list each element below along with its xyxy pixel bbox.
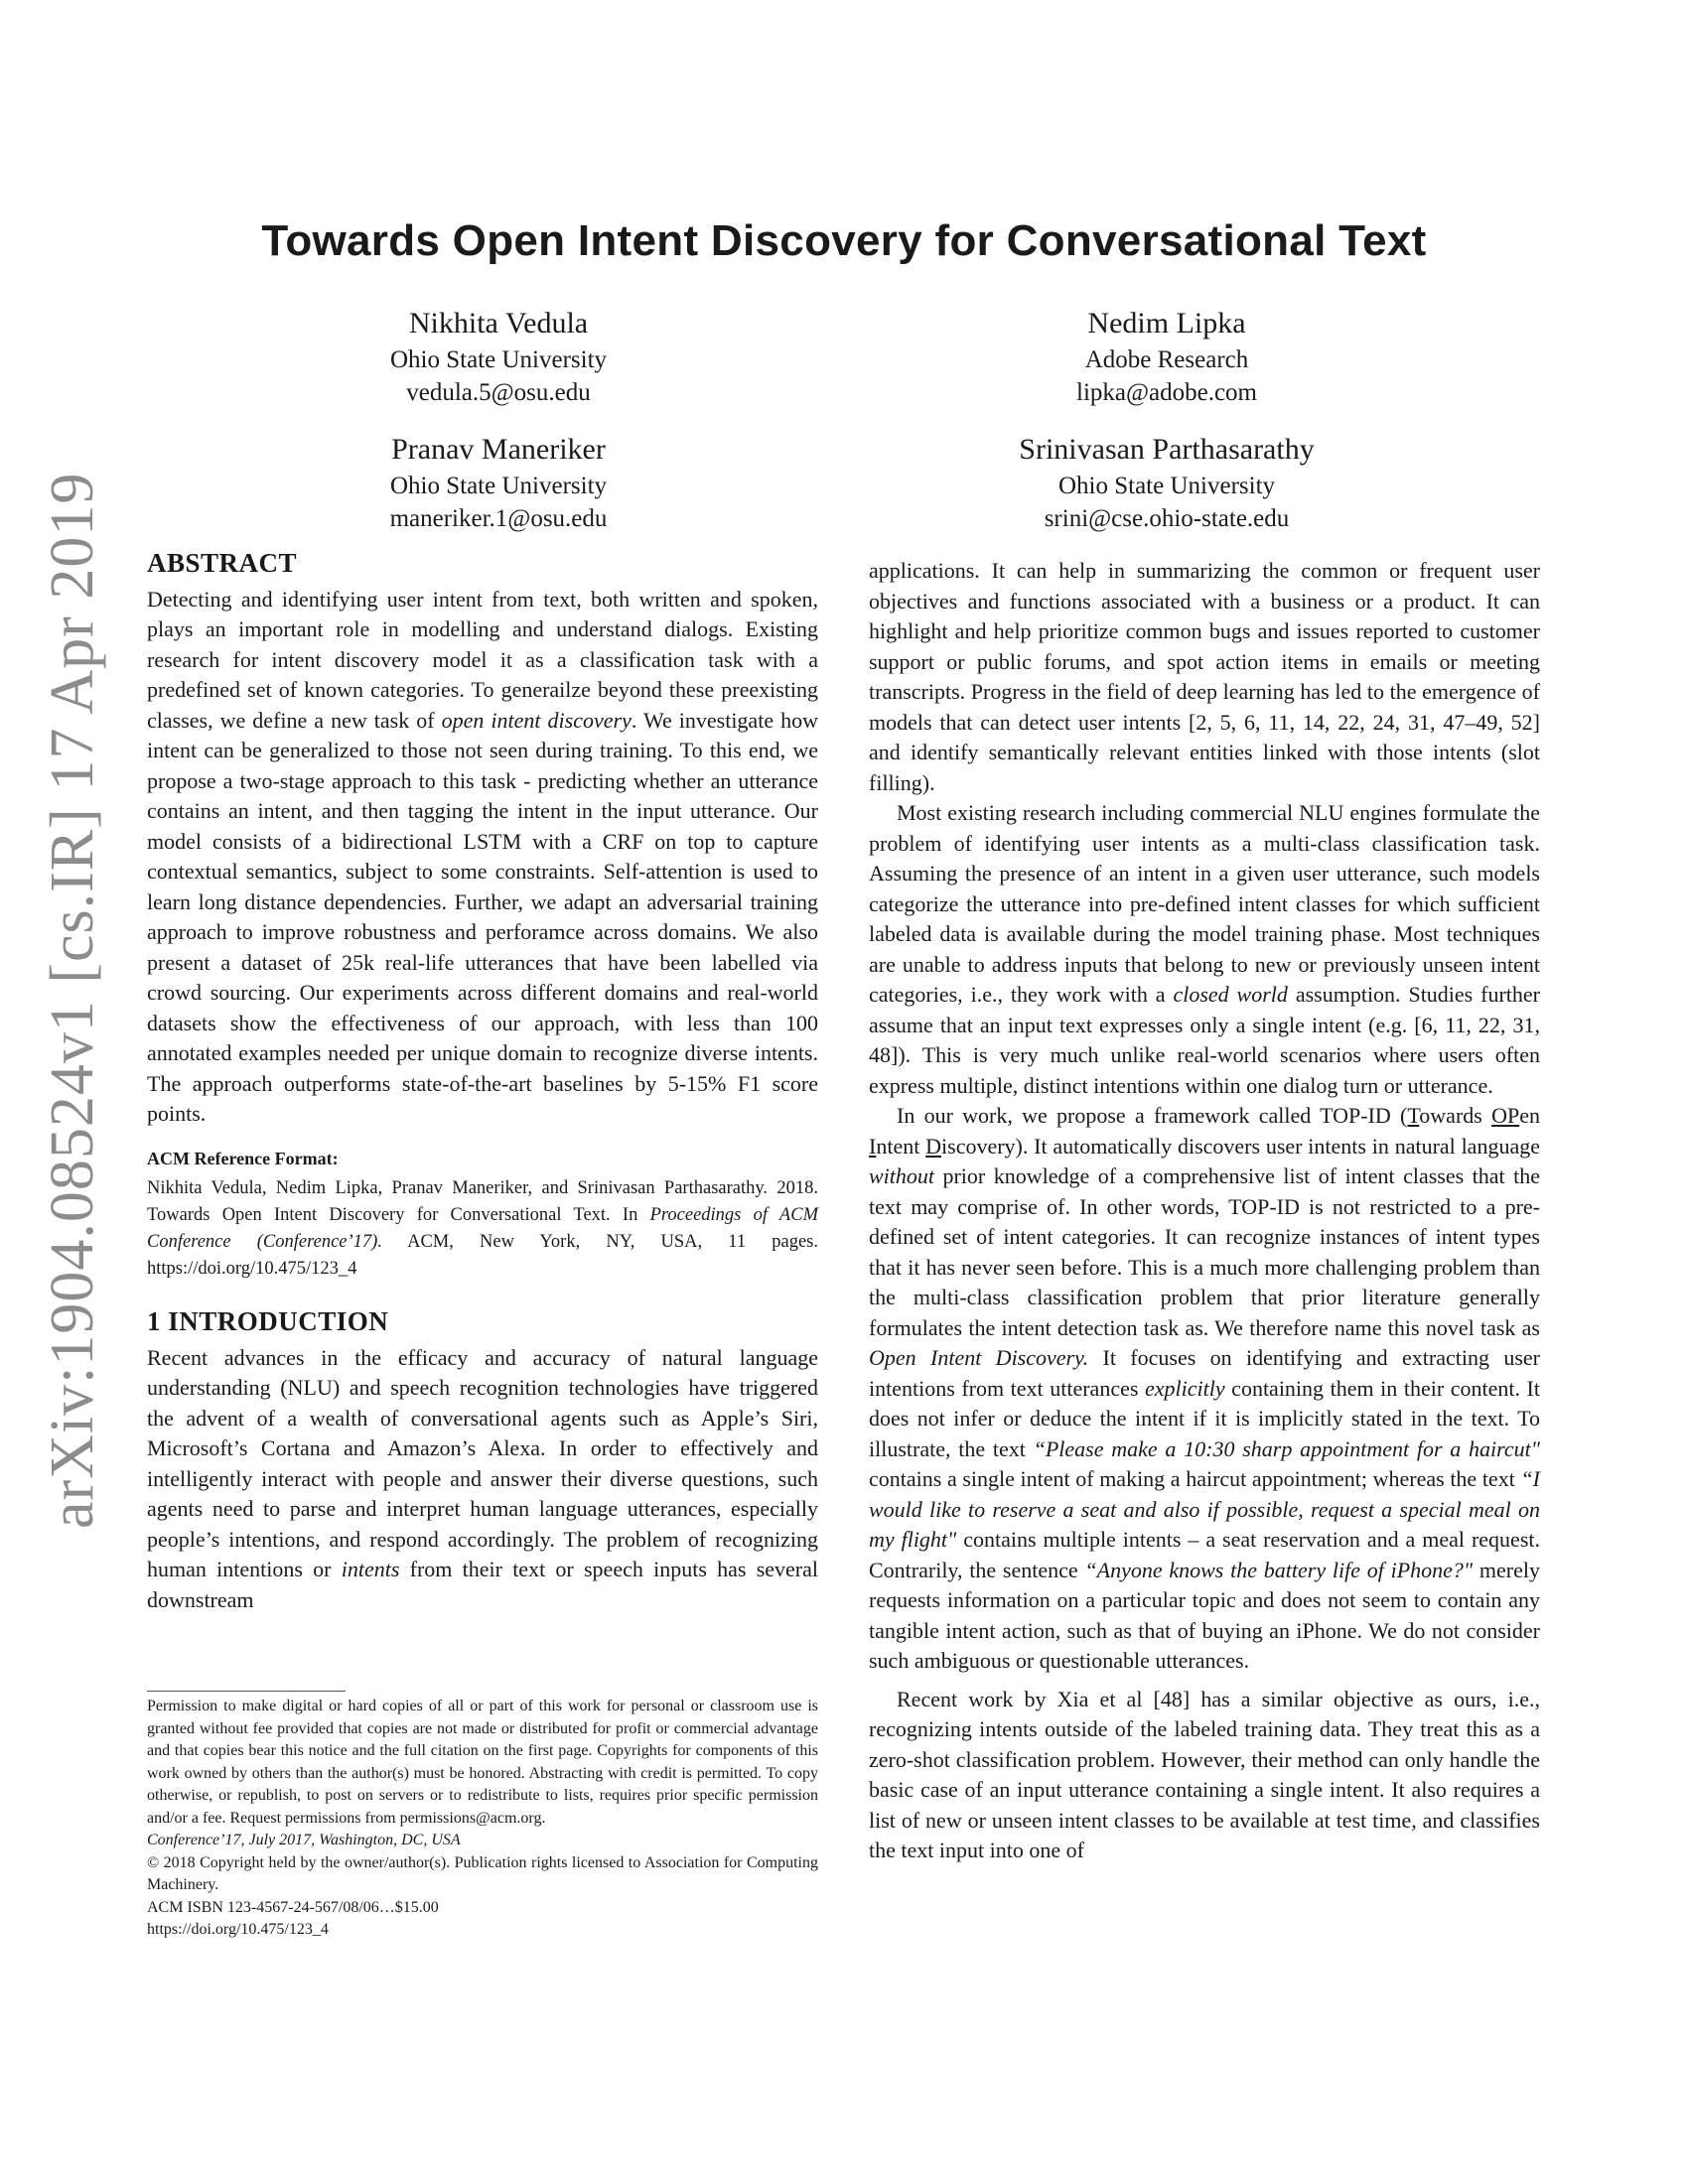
permission-footnote [147,1696,818,1942]
left-column [147,548,818,1615]
copyright-line: © 2018 Copyright held by the owner/author(s). Publication rights licensed to Association for Computing Machinery. [147,1853,818,1893]
author-name: Pranav Maneriker [391,433,606,466]
author-name: Srinivasan Parthasarathy [1019,433,1315,466]
body-paragraph: applications. It can help in summarizing the common or frequent user objectives and functions associated with a business or a product. It can highlight and help prioritize common bugs and issues reported to customer support or public forums, and spot action items in emails or meeting transcripts. Progress in the field of deep learning has led to the emergence of models that can detect user intents [2, 5, 6, 11, 14, 22, 24, 31, 47–49, 52] and identify semantically relevant entities linked with those intents (slot filling). [869,558,1540,795]
permission-text: Permission to make digital or hard copies of all or part of this work for personal or classroom use is granted without fee provided that copies are not made or distributed for profit or commercial advantage and that copies bear this notice and the full citation on the first page. Copyrights for components of this work owned by others than the author(s) must be honored. Abstracting with credit is permitted. To copy otherwise, or republish, to post on servers or to redistribute to lists, requires prior specific permission and/or a fee. Request permissions from permissions@acm.org. [147,1698,818,1827]
author-email[interactable]: vedula.5@osu.edu [406,379,591,406]
body-paragraph: In our work, we propose a framework called TOP-ID (Towards OPen Intent Discovery). It automatically discovers user intents in natural language without prior knowledge of a comprehensive list of intent classes that the text may comprise of. In other words, TOP-ID is not restricted to a pre-defined set of intent categories. It can recognize instances of intent types that it has never seen before. This is a much more challenging problem than the multi-class classification problem that prior literature generally formulates the intent detection task as. We therefore name this novel task as Open Intent Discovery. It focuses on identifying and extracting user intentions from text utterances explicitly containing them in their content. It does not infer or deduce the intent if it is implicitly stated in the text. To illustrate, the text “Please make a 10:30 sharp appointment for a haircut" contains a single intent of making a haircut appointment; whereas the text “I would like to reserve a seat and also if possible, request a special meal on my flight" contains multiple intents – a seat reservation and a meal request. Contrarily, the sentence “Anyone knows the battery life of iPhone?" merely requests information on a particular topic and does not seem to contain any tangible intent action, such as that of buying an iPhone. We do not consider such ambiguous or questionable utterances. [869,1103,1540,1673]
author-name: Nedim Lipka [1087,307,1246,340]
doi-link[interactable]: https://doi.org/10.475/123_4 [147,1921,329,1938]
isbn-line: ACM ISBN 123-4567-24-567/08/06…$15.00 [147,1898,439,1916]
author-block-1 [240,304,757,409]
author-affiliation: Ohio State University [389,473,608,499]
right-column [869,556,1540,1866]
footnote-divider [147,1691,346,1692]
author-affiliation: Ohio State University [1057,473,1276,499]
author-block-3 [240,430,757,535]
conference-line: Conference’17, July 2017, Washington, DC, USA [147,1832,461,1848]
author-email[interactable]: srini@cse.ohio-state.edu [1044,505,1290,532]
arxiv-stamp: arXiv:1904.08524v1 [cs.IR] 17 Apr 2019 [39,472,106,1529]
acm-reference-body: Nikhita Vedula, Nedim Lipka, Pranav Maneriker, and Srinivasan Parthasarathy. 2018. Towards Open Intent Discovery for Conversational Text. In Proceedings of ACM Conference (Conference’17). ACM, New York, NY, USA, 11 pages. https://doi.org/10.475/123_4 [147,1178,819,1279]
author-name: Nikhita Vedula [408,307,589,340]
author-email[interactable]: maneriker.1@osu.edu [389,505,608,532]
paper-title: Towards Open Intent Discovery for Conversational Text [261,216,1427,265]
author-block-4 [909,430,1425,535]
abstract-heading: ABSTRACT [147,548,298,578]
introduction-heading: 1 INTRODUCTION [147,1306,389,1336]
author-affiliation: Adobe Research [1084,346,1249,373]
body-paragraph: Most existing research including commercial NLU engines formulate the problem of identifying user intents as a multi-class classification task. Assuming the presence of an intent in a given user utterance, such models categorize the utterance into pre-defined intent classes for which sufficient labeled data is available during the model training phase. Most techniques are unable to address inputs that belong to new or previously unseen intent categories, i.e., they work with a closed world assumption. Studies further assume that an input text expresses only a single intent (e.g. [6, 11, 22, 31, 48]). This is very much unlike real-world scenarios where users often express multiple, distinct intentions within one dialog turn or utterance. [869,800,1541,1098]
author-email[interactable]: lipka@adobe.com [1076,379,1257,406]
author-affiliation: Ohio State University [389,346,608,373]
abstract-paragraph: Detecting and identifying user intent from text, both written and spoken, plays an important role in modelling and understand dialogs. Existing research for intent discovery model it as a classification task with a predefined set of known categories. To generailze beyond these preexisting classes, we define a new task of open intent discovery. We investigate how intent can be generalized to those not seen during training. To this end, we propose a two-stage approach to this task - predicting whether an utterance contains an intent, and then tagging the intent in the input utterance. Our model consists of a bidirectional LSTM with a CRF on top to capture contextual semantics, subject to some constraints. Self-attention is used to learn long distance dependencies. Further, we adapt an adversarial training approach to improve robustness and perforamce across domains. We also present a dataset of 25k real-life utterances that have been labelled via crowd sourcing. Our experiments across different domains and real-world datasets show the effectiveness of our approach, with less than 100 annotated examples needed per unique domain to recognize diverse intents. The approach outperforms state-of-the-art baselines by 5-15% F1 score points. [147,586,818,1126]
body-paragraph: Recent work by Xia et al [48] has a similar objective as ours, i.e., recognizing intents outside of the labeled training data. They treat this as a zero-shot classification problem. However, their method can only handle the basic case of an input utterance containing a single intent. It also requires a list of new or unseen intent classes to be available at test time, and classifies the text input into one of [869,1686,1540,1862]
intro-paragraph: Recent advances in the efficacy and accuracy of natural language understanding (NLU) and speech recognition technologies have triggered the advent of a wealth of conversational agents such as Apple’s Siri, Microsoft’s Cortana and Amazon’s Alexa. In order to effectively and intelligently interact with people and answer their diverse questions, such agents need to parse and interpret human language utterances, especially people’s intentions, and respond accordingly. The problem of recognizing human intentions or intents from their text or speech inputs has several downstream [147,1344,818,1612]
author-block-2 [909,304,1425,409]
acm-reference-heading: ACM Reference Format: [147,1148,339,1168]
